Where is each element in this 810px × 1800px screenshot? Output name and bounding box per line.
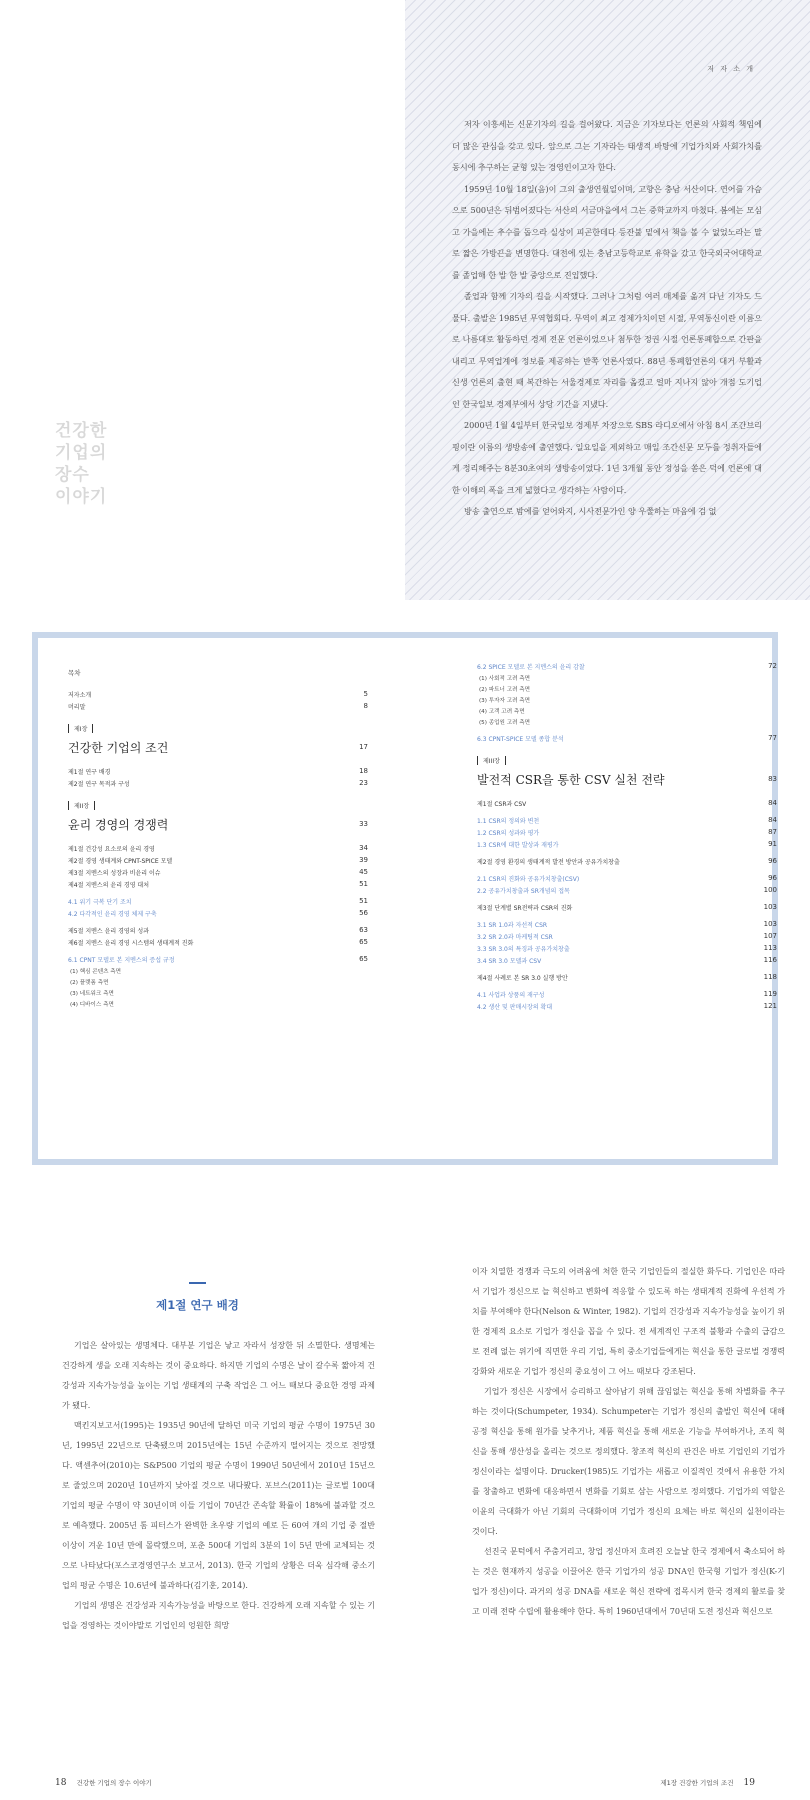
toc-entry-title: 제2절 경영 생태계와 CPNT-SPICE 모델 (68, 857, 173, 865)
toc-entry-part[interactable] (68, 722, 368, 734)
toc-entry-page: 65 (359, 938, 368, 946)
toc-entry-item[interactable] (68, 866, 368, 878)
toc-entry-page: 18 (359, 767, 368, 775)
toc-entry-title: 발전적 CSR을 통한 CSV 실천 전략 (477, 772, 665, 787)
toc-entry-title: (4) 고객 고려 측면 (479, 709, 525, 715)
toc-entry-title: 저자소개 (68, 691, 92, 699)
footer-left (55, 1778, 152, 1788)
toc-entry-blue[interactable] (477, 826, 777, 838)
toc-entry-page: 83 (768, 775, 777, 783)
toc-entry-blue[interactable] (68, 895, 368, 907)
toc-entry-title: 2.2 공유가치창출과 SR개념의 접목 (477, 887, 570, 895)
toc-entry-title: 건강한 기업의 조건 (68, 740, 169, 755)
toc-entry-item[interactable] (68, 765, 368, 777)
toc-entry-title: 6.3 CPNT-SPICE 모델 종합 분석 (477, 735, 564, 743)
toc-entry-blue[interactable] (477, 838, 777, 850)
toc-entry-blue[interactable] (477, 884, 777, 896)
toc-entry-item[interactable] (68, 924, 368, 936)
toc-entry-chap[interactable] (477, 770, 777, 788)
section-title: 제1절 연구 배경 (156, 1298, 239, 1312)
book-title-line: 건강한 (55, 421, 108, 441)
toc-entry-page: 33 (359, 820, 368, 828)
toc-entry-blue[interactable] (477, 954, 777, 966)
toc-entry-sub[interactable] (477, 716, 777, 728)
section-accent-bar (189, 1282, 206, 1284)
toc-entry-title: 제5절 지멘스 윤리 경영의 성과 (68, 927, 149, 935)
toc-entry-page: 65 (359, 955, 368, 963)
toc-entry-blue[interactable] (477, 872, 777, 884)
toc-entry-title: 1.3 CSR에 대한 발상과 재평가 (477, 841, 559, 849)
toc-entry-title: 3.1 SR 1.0과 자선적 CSR (477, 921, 548, 929)
toc-entry-page: 121 (763, 1002, 777, 1010)
toc-entry-title: 제4절 사례로 본 SR 3.0 실행 방안 (477, 974, 568, 982)
toc-entry-item[interactable] (477, 971, 777, 983)
toc-entry-blue[interactable] (477, 1000, 777, 1012)
body-paragraph: 기업은 살아있는 생명체다. 대부분 기업은 낳고 자라서 성장한 뒤 소멸한다. 생명체는 건강하게 생을 오래 지속하는 것이 중요하다. 하지만 기업의 수명은 날이 갈수록 짧아져 건강성과 지속가능성을 높이는 기업 생태계의 구축 작업은 그 어느 때보다 중요한 경영 과제가 됐다. (62, 1341, 375, 1410)
toc-entry-title: (1) 핵심 콘텐츠 측면 (70, 969, 122, 975)
toc-entry-page: 100 (763, 886, 777, 894)
toc-entry-title: 2.1 CSR의 진화와 공유가치창출(CSV) (477, 875, 580, 883)
toc-entry-page: 63 (359, 926, 368, 934)
author-label: 저 자 소 개 (707, 65, 755, 73)
body-paragraph: 선진국 문턱에서 주춤거리고, 창업 정신마저 흐려진 오늘날 한국 경제에서 축소되어 하는 것은 현재까지 성공을 이끌어온 한국 기업가의 성공 DNA인 한국형 기업가 정신(K-기업가 정신)이다. 과거의 성공 DNA를 새로운 혁신 전략에 접목시켜 한국 경제의 활로를 찾고 미래 전략 수립에 활용해야 한다. 특히 1960년대에서 70년대 도전 정신과 혁신으로 (472, 1547, 785, 1616)
toc-entry-title: 4.1 위기 극복 단기 조치 (68, 898, 132, 906)
running-chapter: 제1장 건강한 기업의 조건 (660, 1779, 734, 1787)
toc-entry-page: 118 (763, 973, 777, 981)
toc-entry-page: 51 (359, 880, 368, 888)
toc-entry-title: 제3절 지멘스의 성장과 비윤리 이슈 (68, 869, 161, 877)
toc-entry-page: 107 (763, 932, 777, 940)
toc-entry-page: 103 (763, 903, 777, 911)
toc-entry-title: 3.2 SR 2.0과 마케팅적 CSR (477, 933, 553, 941)
toc-entry-blue[interactable] (477, 660, 777, 672)
toc-entry-page: 91 (768, 840, 777, 848)
toc-entry-title: 6.1 CPNT 모델로 본 지멘스의 증섭 규정 (68, 956, 175, 964)
toc-entry-page: 45 (359, 868, 368, 876)
toc-entry-page: 113 (763, 944, 777, 952)
toc-entry-sub[interactable] (68, 998, 368, 1010)
toc-entry-chap[interactable] (68, 815, 368, 833)
toc-entry-title: 제2절 경영 환경의 생태계적 발전 방안과 공유가치창출 (477, 858, 620, 866)
toc-entry-item[interactable] (68, 842, 368, 854)
toc-entry-page: 116 (763, 956, 777, 964)
toc-entry-title: (3) 네트워크 측면 (70, 991, 114, 997)
toc-entry-blue[interactable] (477, 988, 777, 1000)
toc-entry-item[interactable] (68, 936, 368, 948)
book-title-watermark (55, 420, 107, 508)
toc-entry-item[interactable] (68, 688, 368, 700)
toc-entry-title: 제3절 단계별 SR전략과 CSR의 진화 (477, 904, 573, 912)
author-paragraph: 1959년 10월 18일(음)이 그의 출생연월일이며, 고향은 충남 서산이다. 연어를 가슴으로 500년은 뒤범어졌다는 서산의 서금마을에서 그는 중학교까지 마쳤다. 봄에는 모심고 가을에는 추수를 돕으라 실상이 피곤한데다 등잔불 밑에서 책을 볼 수 없었노라는 말로 짧은 가방끈을 변명한다. 대전에 있는 충남고등학교로 유학을 갔고 한국외국어대학교를 졸업해 한 발 한 발 중앙으로 진입했다. (452, 183, 762, 280)
toc-entry-title: 제4절 지멘스의 윤리 경영 대처 (68, 881, 149, 889)
toc-entry-title: 제II장 (68, 801, 95, 810)
toc-entry-title: 4.1 사업과 상품의 재구성 (477, 991, 545, 999)
toc-entry-part[interactable] (477, 754, 777, 766)
toc-entry-title: 머리말 (68, 703, 86, 711)
toc-entry-title: 제III장 (477, 756, 506, 765)
toc-entry-title: 윤리 경영의 경쟁력 (68, 817, 169, 832)
toc-entry-title: 3.3 SR 3.0의 특징과 공유가치창출 (477, 945, 570, 953)
table-of-contents (32, 632, 778, 1165)
toc-entry-page: 103 (763, 920, 777, 928)
toc-entry-item[interactable] (68, 878, 368, 890)
toc-entry-page: 56 (359, 909, 368, 917)
toc-entry-title: 제I장 (68, 724, 93, 733)
toc-entry-page: 23 (359, 779, 368, 787)
body-paragraph: 기업의 생명은 건강성과 지속가능성을 바탕으로 한다. 건강하게 오래 지속할 수 있는 기업을 경영하는 것이야말로 기업인의 엉원한 희망 (62, 1601, 375, 1630)
author-paragraph: 2000년 1월 4일부터 한국일보 경제부 차장으로 SBS 라디오에서 아침 8시 조간브리핑이란 이름의 생방송에 출연했다. 일요일을 제외하고 매일 조간신문 모두를 정취자들에게 정리해주는 8분30초여의 생방송이었다. 1년 3개월 동안 정성을 쏟은 덕에 언론에 대한 이해의 폭을 크게 넓혔다고 생각하는 사람이다. (452, 420, 762, 495)
toc-entry-item[interactable] (68, 854, 368, 866)
toc-entry-title: 제2절 연구 목적과 구성 (68, 780, 130, 788)
toc-entry-blue[interactable] (477, 918, 777, 930)
toc-entry-blue[interactable] (68, 907, 368, 919)
toc-entry-page: 84 (768, 816, 777, 824)
toc-entry-part[interactable] (68, 799, 368, 811)
book-title-line: 기업의 (55, 443, 108, 463)
body-paragraph: 기업가 정신은 시장에서 승리하고 살아남기 위해 끊임없는 혁신을 통해 차별화를 추구하는 것이다(Schumpeter, 1934). Schumpeter는 기업가 정신의 출발인 혁신에 대해 공정 혁신을 통해 원가를 낮추거나, 제품 혁신을 통해 새로운 기능을 부여하거나, 조직 혁신을 통해 생산성을 올리는 것으로 정의했다. 창조적 혁신의 관건은 바로 기업인의 기업가 정신이라는 설명이다. Drucker(1985)도 기업가는 새롭고 이질적인 것에서 유용한 가치를 창출하고 변화에 대응하면서 변화를 기회로 삼는 사람으로 정의했다. 기업가의 역할은 이윤의 극대화가 아닌 기회의 극대화이며 기업가 정신의 요체는 바로 혁신의 실천이라는 것이다. (472, 1387, 785, 1536)
toc-entry-item[interactable] (68, 700, 368, 712)
page-number: 18 (55, 1778, 67, 1788)
toc-entry-title: 1.2 CSR의 성과와 평가 (477, 829, 540, 837)
author-panel (405, 0, 810, 600)
toc-entry-title: (5) 종업원 고려 측면 (479, 720, 531, 726)
toc-entry-title: 6.2 SPICE 모델로 본 지멘스의 윤리 감찰 (477, 663, 585, 671)
toc-entry-blue[interactable] (477, 732, 777, 744)
toc-entry-page: 8 (363, 702, 368, 710)
toc-entry-title: (4) 디바이스 측면 (70, 1002, 114, 1008)
toc-entry-blue[interactable] (477, 814, 777, 826)
toc-entry-item[interactable] (68, 777, 368, 789)
toc-entry-page: 39 (359, 856, 368, 864)
toc-entry-page: 17 (359, 743, 368, 751)
body-left-column (62, 1336, 375, 1636)
toc-entry-page: 87 (768, 828, 777, 836)
author-text (452, 114, 762, 523)
toc-entry-title: (1) 사회적 고려 측면 (479, 676, 531, 682)
toc-entry-page: 34 (359, 844, 368, 852)
toc-entry-page: 119 (763, 990, 777, 998)
toc-entry-blue[interactable] (477, 942, 777, 954)
page-number: 19 (743, 1778, 755, 1788)
toc-entry-page: 72 (768, 662, 777, 670)
toc-entry-title: 4.2 생산 및 판매시장의 확대 (477, 1003, 553, 1011)
toc-entry-title: 1.1 CSR의 정의와 변천 (477, 817, 540, 825)
book-title-line: 장수 (55, 465, 90, 485)
toc-entry-page: 51 (359, 897, 368, 905)
footer-right (660, 1778, 755, 1788)
toc-entry-title: 3.4 SR 3.0 모델과 CSV (477, 957, 542, 965)
running-title: 건강한 기업의 장수 이야기 (76, 1779, 152, 1787)
toc-entry-title: (3) 투자자 고려 측면 (479, 698, 531, 704)
toc-entry-page: 96 (768, 874, 777, 882)
book-title-line: 이야기 (55, 487, 108, 507)
author-spread (0, 0, 810, 620)
toc-entry-title: 제1절 건강성 요소로의 윤리 경영 (68, 845, 155, 853)
author-paragraph: 저자 이흥세는 신문기자의 길을 걸어왔다. 지금은 기자보다는 언론의 사회적 책임에 더 많은 관심을 갖고 있다. 앞으로 그는 기자라는 태생적 바탕에 기업가치와 사회가치를 동시에 추구하는 균형 있는 경영인이고자 한다. (452, 119, 762, 172)
toc-entry-title: 제1절 연구 배경 (68, 768, 111, 776)
toc-entry-page: 5 (363, 690, 368, 698)
toc-entry-item[interactable] (477, 855, 777, 867)
toc-entry-title: (2) 파트너 고려 측면 (479, 687, 531, 693)
body-right-column (472, 1262, 785, 1622)
author-paragraph: 방송 출연으로 밤에를 얻어와지, 시사전문가인 양 우쭐하는 마음에 검 없 (464, 506, 717, 516)
toc-entry-title: 제1절 CSR과 CSV (477, 800, 527, 808)
toc-entry-title: (2) 플랫폼 측면 (70, 980, 109, 986)
toc-entry-page: 77 (768, 734, 777, 742)
toc-entry-page: 96 (768, 857, 777, 865)
toc-heading: 목차 (68, 669, 81, 677)
author-paragraph: 졸업과 함께 기자의 길을 시작했다. 그러나 그처럼 여러 매체를 옮겨 다닌 기자도 드물다. 출발은 1985년 무역협회다. 무역이 최고 경제가치이던 시절, 무역통신이란 이름으로 나름대로 활동하던 경제 전문 언론이었으나 첨투한 정권 시절 언론통폐합으로 간판을 내리고 무역업계에 정보를 제공하는 반쪽 언론사였다. 88년 통폐합언론의 대거 부활과 신생 언론의 출현 때 복간하는 서울경제로 자리를 옮겼고 얼마 지나지 않아 개점 도기업인 한국일보 경제부에서 상당 기간을 지냈다. (452, 291, 762, 409)
toc-entry-item[interactable] (477, 797, 777, 809)
body-paragraph: 맥킨지보고서(1995)는 1935년 90년에 달하던 미국 기업의 평균 수명이 1975년 30년, 1995년 22년으로 단축됐으며 2015년에는 15년 수준까지 떨어지는 것으로 전망했다. 액센추어(2010)는 S&P500 기업의 평균 수명이 1990년 50년에서 2010년 15년으로 줄었으며 2020년 10년까지 낮아질 것으로 내다봤다. 포브스(2011)는 글로벌 100대 기업의 평균 수명이 약 30년이며 이들 기업이 70년간 존속할 확률이 18%에 불과할 것으로 예측했다. 2005년 톰 피터스가 완벽한 초우량 기업의 예로 든 60여 개의 기업 중 절반 이상이 겨운 10년 만에 몰락했으며, 포춘 500대 기업의 3분의 1이 5년 만에 교체되는 것으로 나타났다(포스코경영연구소 보고서, 2013). 한국 기업의 상황은 더욱 심각해 중소기업의 평균 수명은 10.6년에 불과하다(김기훈, 2014). (62, 1421, 375, 1590)
toc-entry-item[interactable] (477, 901, 777, 913)
toc-entry-title: 4.2 다각적인 윤리 경영 체제 구축 (68, 910, 157, 918)
body-paragraph: 이자 치열한 경쟁과 극도의 어려움에 처한 한국 기업인들의 절실한 화두다. 기업인은 따라서 기업가 정신으로 늘 혁신하고 변화에 적응할 수 있도록 하는 생태계적 진화에 우선적 가치를 부여해야 한다(Nelson & Winter, 1982). 기업의 건강성과 지속가능성을 높이기 위한 경제적 요소로 기업가 정신을 꼽을 수 있다. 전 세계적인 구조적 불황과 수출의 급감으로 전례 없는 위기에 직면한 우리 기업, 특히 중소기업들에게는 혁신을 통한 글로벌 경쟁력 강화와 새로운 기업가 정신의 중요성이 그 어느 때보다 강조된다. (472, 1267, 785, 1376)
toc-entry-blue[interactable] (68, 953, 368, 965)
toc-entry-chap[interactable] (68, 738, 368, 756)
toc-entry-title: 제6절 지멘스 윤리 경영 시스템의 생태계적 진화 (68, 939, 194, 947)
toc-entry-blue[interactable] (477, 930, 777, 942)
toc-entry-page: 84 (768, 799, 777, 807)
